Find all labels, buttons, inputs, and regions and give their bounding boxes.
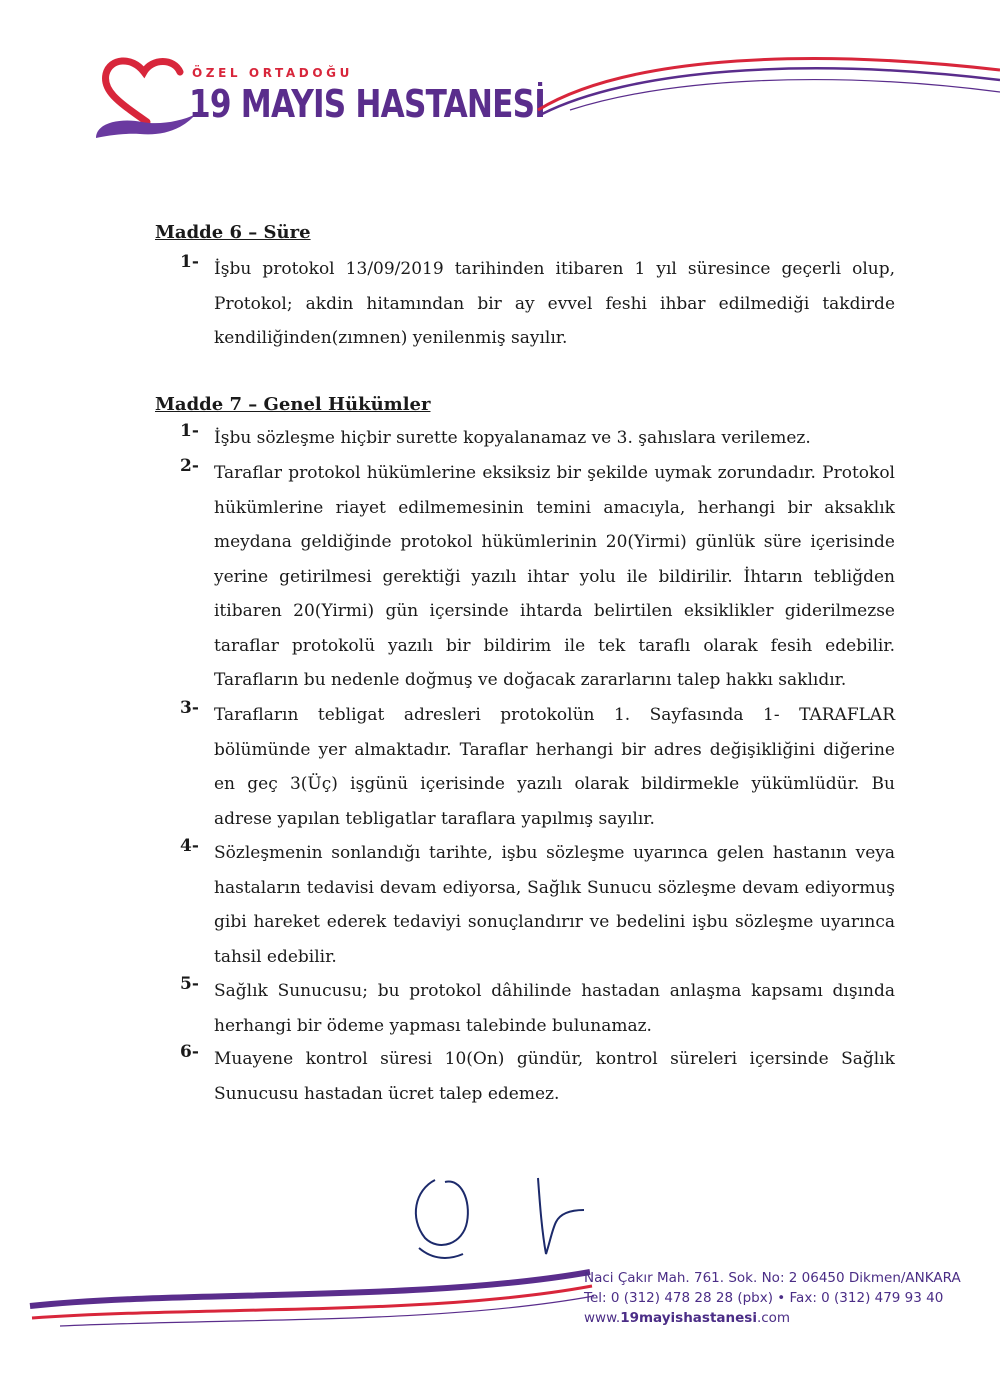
item-number: 3-	[180, 698, 199, 718]
item-text: İşbu protokol 13/09/2019 tarihinden itibaren 1 yıl süresince geçerli olup, Protokol; akdin hitamından bir ay evvel feshi ihbar edilmediği takdirde kendiliğinden(zımnen) yenilenmiş sayılır.	[214, 259, 895, 348]
signature-left	[405, 1168, 485, 1268]
footer-phone: Tel: 0 (312) 478 28 28 (pbx) • Fax: 0 (312) 479 93 40	[584, 1290, 944, 1306]
logo-subtitle: ÖZEL ORTADOĞU	[192, 66, 353, 80]
item-text: İşbu sözleşme hiçbir surette kopyalanamaz ve 3. şahıslara verilemez.	[214, 428, 811, 448]
section-title-madde-6: Madde 6 – Süre	[155, 222, 311, 243]
list-item	[180, 1042, 895, 1111]
item-text: Sözleşmenin sonlandığı tarihte, işbu sözleşme uyarınca gelen hastanın veya hastaların tedavisi devam ediyorsa, Sağlık Sunucu sözleşme devam ediyormuş gibi hareket ederek tedaviyi sonuçlandırır ve bedelini işbu sözleşme uyarınca tahsil edebilir.	[214, 843, 895, 967]
item-number: 6-	[180, 1042, 199, 1062]
footer-contact	[584, 1268, 961, 1328]
item-text: Tarafların tebligat adresleri protokolün 1. Sayfasında 1- TARAFLAR bölümünde yer almaktadır. Taraflar herhangi bir adres değişikliğini diğerine en geç 3(Üç) işgünü içerisinde yazılı olarak bildirmekle yükümlüdür. Bu adrese yapılan tebligatlar taraflara yapılmış sayılır.	[214, 705, 895, 829]
list-item	[180, 421, 895, 456]
item-number: 1-	[180, 252, 199, 272]
item-number: 2-	[180, 456, 199, 476]
web-prefix: www.	[584, 1310, 621, 1326]
item-number: 1-	[180, 421, 199, 441]
item-number: 4-	[180, 836, 199, 856]
web-domain: 19mayishastanesi	[620, 1310, 757, 1326]
header-swoosh-decoration	[530, 40, 1000, 120]
list-item	[180, 252, 895, 356]
heart-hand-logo-icon	[92, 52, 202, 144]
web-suffix: .com	[756, 1310, 791, 1326]
item-text: Muayene kontrol süresi 10(On) gündür, kontrol süreleri içersinde Sağlık Sunucusu hastadan ücret talep edemez.	[214, 1049, 895, 1104]
list-item	[180, 456, 895, 698]
item-number: 5-	[180, 974, 199, 994]
logo-name: 19 MAYIS HASTANESİ	[189, 82, 546, 126]
item-text: Sağlık Sunucusu; bu protokol dâhilinde hastadan anlaşma kapsamı dışında herhangi bir ödeme yapması talebinde bulunamaz.	[214, 981, 895, 1036]
section-title-madde-7: Madde 7 – Genel Hükümler	[155, 394, 431, 415]
list-item	[180, 974, 895, 1043]
footer-swoosh-decoration	[0, 1266, 600, 1346]
item-text: Taraflar protokol hükümlerine eksiksiz bir şekilde uymak zorundadır. Protokol hükümlerine riayet edilmemesinin temini amacıyla, herhangi bir aksaklık meydana geldiğinde protokol hükümlerinin 20(Yirmi) günlük süre içerisinde yerine getirilmesi gerektiği yazılı ihtar yolu ile bildirilir. İhtarın tebliğden itibaren 20(Yirmi) gün içersinde ihtarda belirtilen eksiklikler giderilmezse taraflar protokolü yazılı bir bildirim ile tek taraflı olarak fesih edebilir. Tarafların bu nedenle doğmuş ve doğacak zararlarını talep hakkı saklıdır.	[214, 463, 895, 690]
list-item	[180, 698, 895, 836]
list-item	[180, 836, 895, 974]
footer-website[interactable]	[584, 1308, 961, 1328]
footer-address: Naci Çakır Mah. 761. Sok. No: 2 06450 Dikmen/ANKARA	[584, 1270, 961, 1286]
signature-right	[528, 1170, 592, 1266]
